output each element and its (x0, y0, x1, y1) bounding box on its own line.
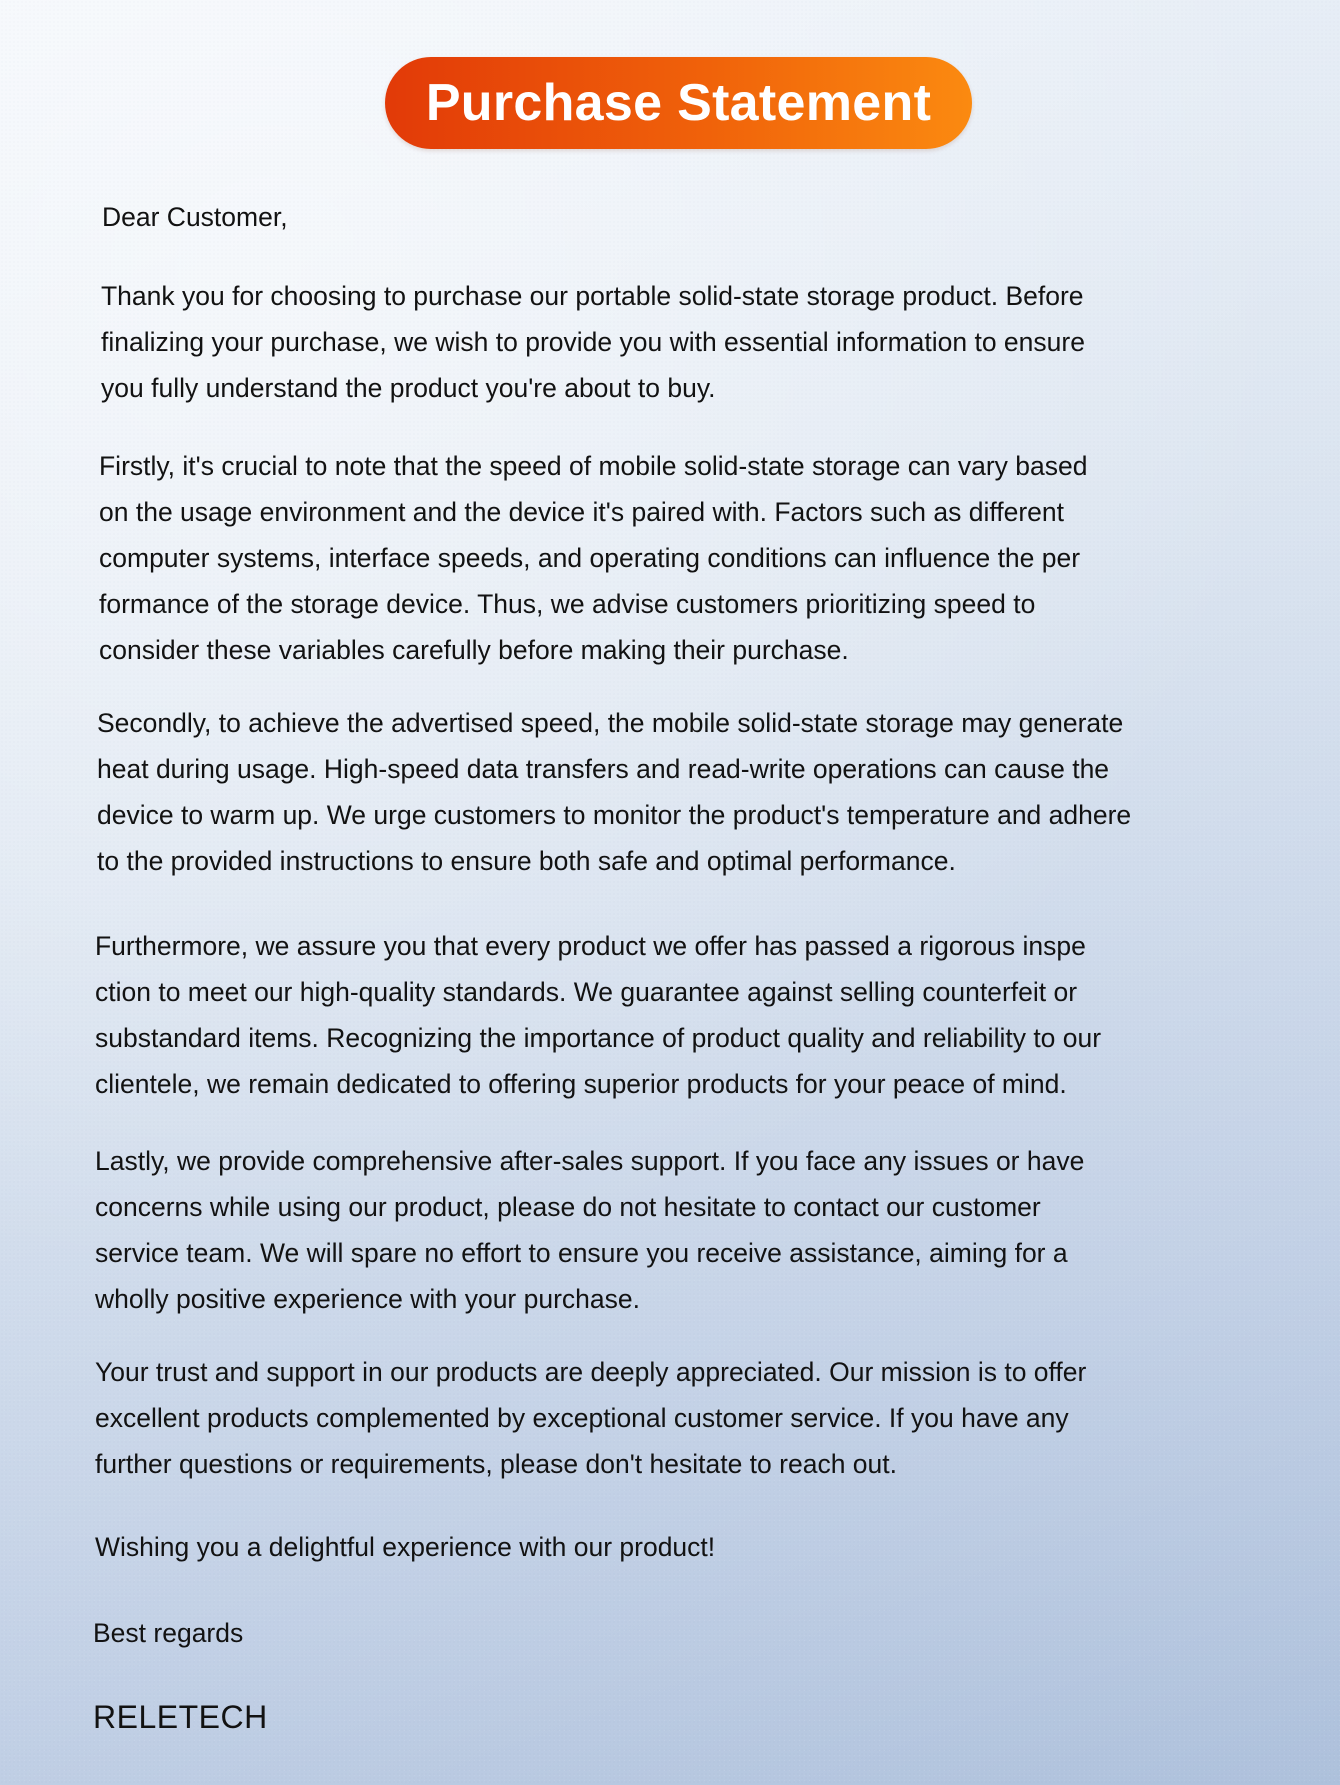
paragraph-line: substandard items. Recognizing the importance of product quality and reliability to our (95, 1023, 1102, 1053)
paragraph-line: concerns while using our product, please do not hesitate to contact our customer (95, 1192, 1041, 1222)
paragraph-line: Your trust and support in our products are deeply appreciated. Our mission is to offer (95, 1357, 1087, 1387)
brand-signature: RELETECH (93, 1699, 268, 1735)
paragraph-line: wholly positive experience with your purchase. (95, 1284, 640, 1314)
closing-wish: Wishing you a delightful experience with our product! (95, 1532, 716, 1562)
paragraph-line: you fully understand the product you're about to buy. (101, 373, 716, 403)
paragraph-line: Firstly, it's crucial to note that the speed of mobile solid-state storage can vary based (99, 451, 1088, 481)
paragraph-line: further questions or requirements, please don't hesitate to reach out. (95, 1449, 898, 1479)
paragraph-trust (95, 1349, 1086, 1487)
paragraph-intro (101, 273, 1085, 411)
paragraph-line: Lastly, we provide comprehensive after-sales support. If you face any issues or have (95, 1146, 1085, 1176)
paragraph-support (95, 1138, 1084, 1322)
paragraph-line: ction to meet our high-quality standards. We guarantee against selling counterfeit or (95, 977, 1078, 1007)
paragraph-speed (99, 443, 1088, 673)
paragraph-line: clientele, we remain dedicated to offering superior products for your peace of mind. (95, 1069, 1067, 1099)
paragraph-line: heat during usage. High-speed data transfers and read-write operations can cause the (97, 754, 1110, 784)
paragraph-line: excellent products complemented by exceptional customer service. If you have any (95, 1403, 1069, 1433)
page-title: Purchase Statement (425, 74, 932, 132)
title-banner (385, 57, 972, 149)
paragraph-line: service team. We will spare no effort to ensure you receive assistance, aiming for a (95, 1238, 1068, 1268)
paragraph-line: device to warm up. We urge customers to monitor the product's temperature and adhere (97, 800, 1132, 830)
paragraph-quality (95, 923, 1101, 1107)
salutation: Dear Customer, (102, 202, 288, 232)
paragraph-line: finalizing your purchase, we wish to provide you with essential information to ensure (101, 327, 1085, 357)
paragraph-line: Secondly, to achieve the advertised speed, the mobile solid-state storage may generate (97, 708, 1124, 738)
paragraph-line: consider these variables carefully before making their purchase. (99, 635, 849, 665)
paragraph-line: Furthermore, we assure you that every product we offer has passed a rigorous inspe (95, 931, 1086, 961)
paragraph-line: computer systems, interface speeds, and operating conditions can influence the per (99, 543, 1081, 573)
paragraph-line: to the provided instructions to ensure both safe and optimal performance. (97, 846, 956, 876)
regards: Best regards (93, 1618, 244, 1648)
paragraph-line: formance of the storage device. Thus, we advise customers prioritizing speed to (99, 589, 1036, 619)
paragraph-heat (97, 700, 1131, 884)
paragraph-line: on the usage environment and the device it's paired with. Factors such as different (99, 497, 1065, 527)
paragraph-line: Thank you for choosing to purchase our portable solid-state storage product. Before (101, 281, 1084, 311)
